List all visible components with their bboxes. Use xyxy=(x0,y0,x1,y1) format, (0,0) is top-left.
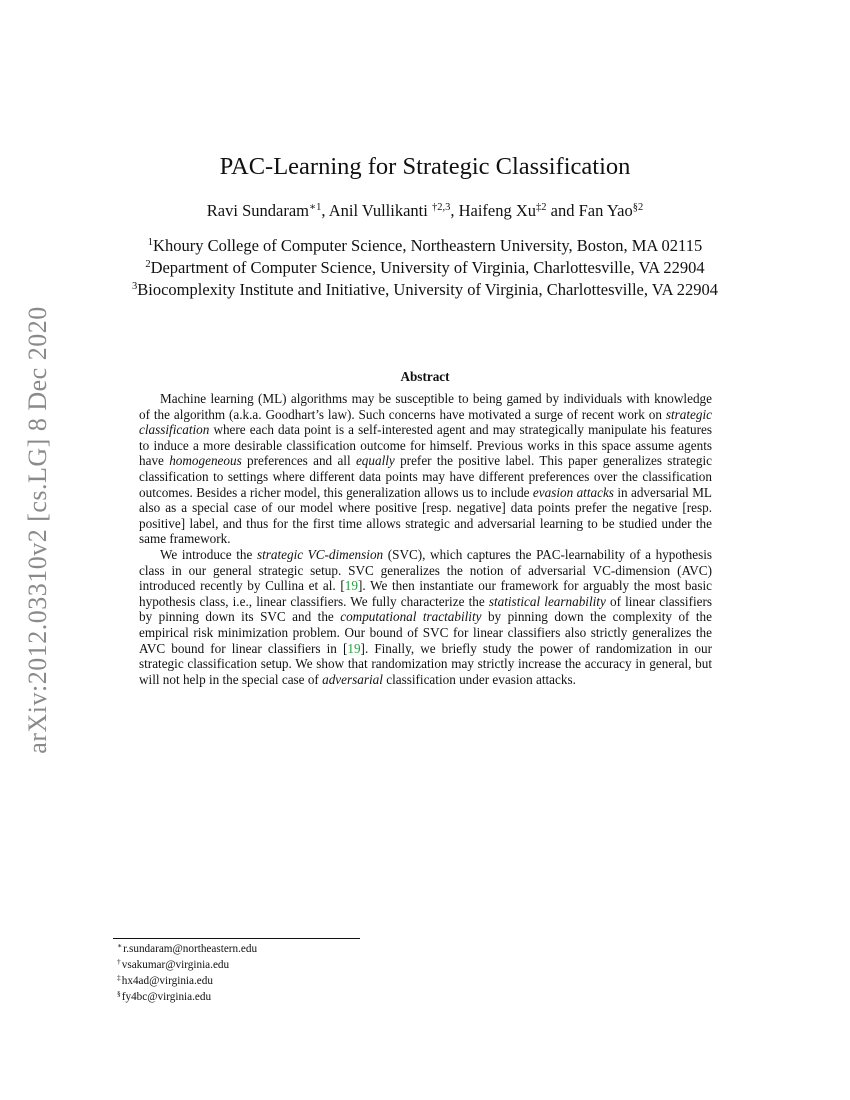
paper-title: PAC-Learning for Strategic Classification xyxy=(219,153,631,180)
affiliation-number: 3 xyxy=(132,281,138,292)
affiliation-text: Khoury College of Computer Science, Northeastern University, Boston, MA 02115 xyxy=(153,236,703,255)
footnote-email: hx4ad@virginia.edu xyxy=(121,974,213,987)
affiliation-line xyxy=(0,257,850,279)
footnote-divider xyxy=(113,938,360,939)
abstract-text: (SVC), which captures the PAC-learnability of a hypothesis class in our general strategic setup. SVC generalizes the notion of adversarial VC-dimension (AVC) introduced recently by Cullina et al. [ xyxy=(139,546,713,594)
author-separator: , xyxy=(321,201,329,220)
footnote-email: r.sundaram@northeastern.edu xyxy=(123,943,258,955)
arxiv-identifier-stamp: arXiv:2012.03310v2 [cs.LG] 8 Dec 2020 xyxy=(23,306,52,754)
abstract-emphasis: adversarial xyxy=(322,671,383,687)
footnote-email: vsakumar@virginia.edu xyxy=(121,958,230,971)
affiliation-number: 2 xyxy=(145,259,151,270)
author-name: Haifeng Xu xyxy=(458,201,537,220)
affiliation-text: Department of Computer Science, University of Virginia, Charlottesville, VA 22904 xyxy=(150,258,705,277)
author-mark: †2,3 xyxy=(431,202,451,213)
author-mark: ∗1 xyxy=(309,202,322,213)
author-list xyxy=(0,200,850,222)
footnotes xyxy=(117,942,257,1006)
footnote xyxy=(117,974,257,990)
abstract-text: ]. Finally, we briefly study the power of randomization in our strategic classification setup. We show that randomization may strictly increase the accuracy in general, but will not help in the special case of xyxy=(139,640,712,687)
footnote-mark: † xyxy=(117,956,121,966)
affiliation-line xyxy=(0,279,850,301)
abstract-text: preferences and all xyxy=(241,453,356,469)
footnote xyxy=(117,958,257,974)
abstract-paragraph xyxy=(139,547,712,687)
author-name: Anil Vullikanti xyxy=(328,201,432,220)
citation-link[interactable]: 19 xyxy=(344,578,358,594)
abstract-emphasis: equally xyxy=(355,453,395,469)
footnote xyxy=(117,990,257,1006)
abstract-text: of linear classifiers by pinning down its SVC and the xyxy=(139,593,713,625)
abstract-emphasis: strategic VC-dimension xyxy=(256,546,384,562)
abstract-emphasis: homogeneous xyxy=(169,453,242,469)
author-name: Fan Yao xyxy=(578,201,633,220)
abstract-heading: Abstract xyxy=(400,369,450,384)
footnote-mark: ‡ xyxy=(117,972,121,982)
affiliations xyxy=(0,235,850,301)
abstract-text: We introduce the xyxy=(160,546,257,562)
abstract-emphasis: statistical learnability xyxy=(488,593,606,609)
abstract-text: classification under evasion attacks. xyxy=(382,671,576,687)
author-separator: , xyxy=(450,201,459,220)
abstract-emphasis: strategic classification xyxy=(139,406,712,438)
abstract-text: by pinning down the complexity of the empirical risk minimization problem. Our bound of SVC for linear classifiers also strictly generalizes the AVC bound for linear classifiers in [ xyxy=(139,609,712,656)
abstract-paragraph xyxy=(139,391,712,547)
abstract-text: where each data point is a self-interested agent and may strategically manipulate his features to induce a more desirable classification outcome for himself. Previous works in this space assume agents have xyxy=(139,422,712,469)
footnote-mark: § xyxy=(117,988,121,998)
abstract-text: prefer the positive label. This paper generalizes strategic classification to settings where different data points may have different preferences over the classification outcomes. Besides a richer model, this generalization allows us to include xyxy=(139,453,712,500)
affiliation-number: 1 xyxy=(147,237,154,248)
author-separator: and xyxy=(546,201,579,220)
abstract-text: in adversarial ML also as a special case of our model where positive [resp. negative] data points prefer the negative [resp. positive] label, and thus for the first time allows strategic and adversarial learning to be studied under the same framework. xyxy=(139,484,712,547)
abstract-text: ]. We then instantiate our framework for arguably the most basic hypothesis class, i.e., linear classifiers. We fully characterize the xyxy=(139,578,712,609)
affiliation-line xyxy=(0,235,850,257)
author-mark: ‡2 xyxy=(536,202,547,213)
abstract-text: Machine learning (ML) algorithms may be susceptible to being gamed by individuals with knowledge of the algorithm (a.k.a. Goodhart’s law). Such concerns have motivated a surge of recent work on xyxy=(139,391,712,422)
footnote xyxy=(117,942,257,958)
footnote-email: fy4bc@virginia.edu xyxy=(121,990,212,1003)
abstract-emphasis: evasion attacks xyxy=(532,484,614,500)
footnote-mark: ∗ xyxy=(117,941,123,950)
citation-link[interactable]: 19 xyxy=(347,640,361,656)
author-name: Ravi Sundaram xyxy=(206,201,309,220)
abstract-body xyxy=(139,391,712,687)
affiliation-text: Biocomplexity Institute and Initiative, University of Virginia, Charlottesville, VA 22904 xyxy=(137,280,718,299)
abstract-emphasis: computational tractability xyxy=(340,609,482,625)
author-mark: §2 xyxy=(632,202,644,213)
